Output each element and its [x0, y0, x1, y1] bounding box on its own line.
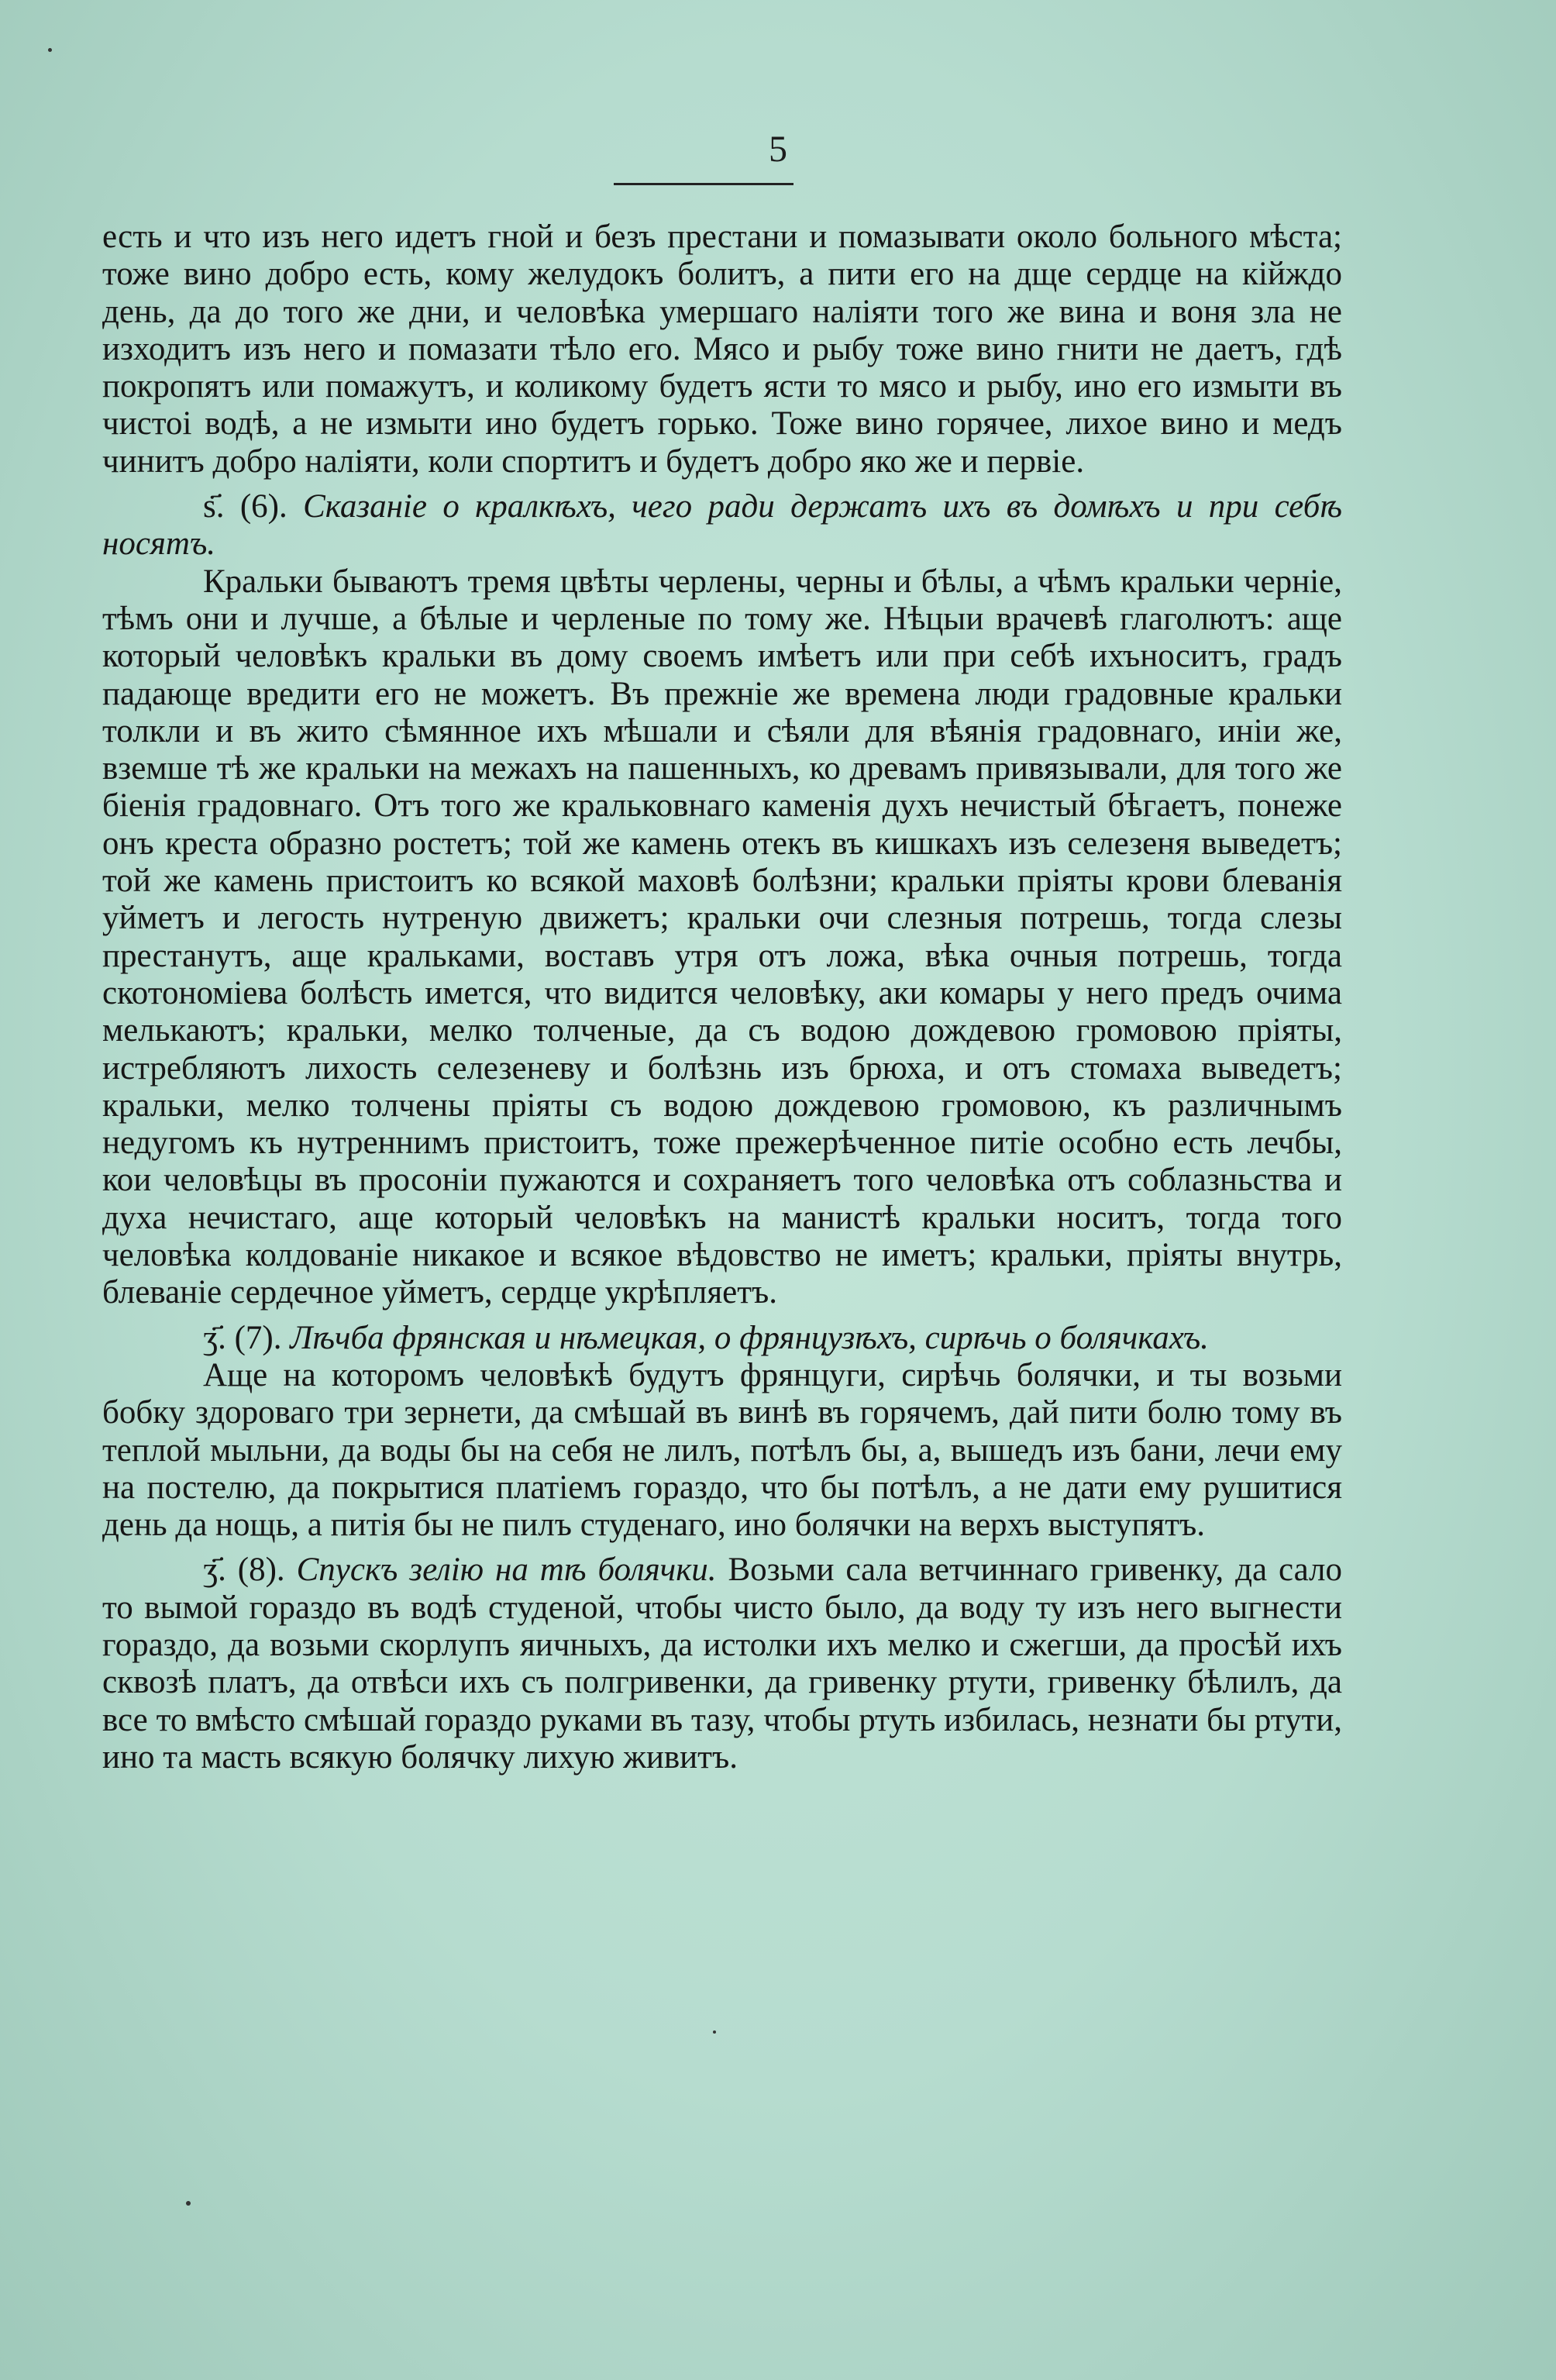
paragraph-continued: есть и что изъ него идетъ гной и безъ престани и помазывати около больного мѣста; тоже вино добро есть, кому желудокъ болитъ, а пити его на дще сердце на кійждо день, да до того же дни, и человѣка умершаго наліяти того же вина и воня зла не изходитъ изъ него и помазати тѣло его. Мясо и рыбу тоже вино гнити не даетъ, гдѣ покропятъ или помажутъ, и коликому будетъ ясти то мясо и рыбу, ино его измыти въ чистоі водѣ, а не измыти ино будетъ горько. Тоже вино горячее, лихое вино и медъ чинитъ добро наліяти, коли спортитъ и будетъ добро яко же и первіе.: [102, 219, 1342, 480]
section-number: ʒ҃. (7).: [203, 1319, 282, 1356]
section-title: Спускъ зелію на тѣ болячки.: [296, 1552, 717, 1589]
section-heading-6: [102, 488, 1342, 563]
speck: [48, 48, 52, 52]
speck: [186, 2201, 191, 2206]
page-number: 5: [769, 129, 787, 170]
speck: [713, 2030, 716, 2034]
section-text: Возьми сала ветчиннаго гривенку, да сало то вымой гораздо въ водѣ студеной, чтобы чисто было, да воду ту изъ него выгнести гораздо, да возьми скорлупъ яичныхъ, да истолки ихъ мелко и сжегши, да просѣй ихъ сквозѣ платъ, да отвѣси ихъ съ полгривенки, да гривенку ртути, гривенку бѣлилъ, да все то вмѣсто смѣшай гораздо руками въ тазу, чтобы ртуть избилась, незнати бы ртути, ино та масть всякую болячку лихую живитъ.: [102, 1552, 1343, 1776]
paragraph: Аще на которомъ человѣкѣ будутъ фрянцуги, сирѣчь болячки, и ты возьми бобку здороваго три зернети, да смѣшай въ винѣ въ горячемъ, дай пити болю тому въ теплой мыльни, да воды бы на себя не лилъ, потѣлъ бы, а, вышедъ изъ бани, лечи ему на постелю, да покрытися платіемъ гораздо, что бы потѣлъ, а не дати ему рушитися день да нощь, а питія бы не пилъ студенаго, ино болячки на верхъ выступятъ.: [102, 1356, 1342, 1544]
paragraph: Кральки бываютъ тремя цвѣты черлены, черны и бѣлы, а чѣмъ кральки черніе, тѣмъ они и лучше, а бѣлые и черленые по тому же. Нѣцыи врачевѣ глаголютъ: аще который человѣкъ кральки въ дому своемъ имѣетъ или при себѣ ихъноситъ, градъ падающе вредити его не можетъ. Въ прежніе же времена люди градовные кральки толкли и въ жито сѣмянное ихъ мѣшали и сѣяли для вѣянія градовнаго, иніи же, вземше тѣ же кральки на межахъ на пашенныхъ, ко древамъ привязывали, для того же біенія градовнаго. Отъ того же кральковнаго каменія духъ нечистый бѣгаетъ, понеже онъ креста образно ростетъ; той же камень отекъ въ кишкахъ изъ селезеня выведетъ; той же камень пристоитъ ко всякой маховѣ болѣзни; кральки пріяты крови блеванія уйметъ и легость нутреную движетъ; кральки очи слезныя потрешь, тогда слезы престанутъ, аще кральками, воставъ утря отъ ложа, вѣка очныя потрешь, тогда скотономіева болѣсть имется, что видится человѣку, аки комары у него предъ очима мелькаютъ; кральки, мелко толченые, да съ водою дождевою громовою пріяты, истребляютъ лихость селезеневу и болѣзнь изъ брюха, и отъ стомаха выведетъ; кральки, мелко толчены пріяты съ водою дождевою громовою, къ различнымъ недугомъ къ нутреннимъ пристоитъ, тоже прежерѣченное питіе особно есть лечбы, кои человѣцы въ просоніи пужаются и сохраняетъ того человѣка отъ соблазньства и духа нечистаго, аще который человѣкъ на манистѣ кральки носитъ, тогда того человѣка колдованіе никакое и всякое вѣдовство не иметъ; кральки, пріяты внутрь, блеваніе сердечное уйметъ, сердце укрѣпляетъ.: [102, 563, 1342, 1311]
document-body: [102, 219, 1342, 1776]
section-number: ӡ҃. (8).: [203, 1552, 285, 1589]
section-heading-8: [102, 1552, 1342, 1776]
section-title: Сказаніе о кралкѣхъ, чего ради держатъ ихъ въ домѣхъ и при себѣ носятъ.: [102, 488, 1342, 563]
page-number-rule: [614, 183, 793, 185]
section-title: Лѣчба фрянская и нѣмецкая, о фрянцузѣхъ, сирѣчь о болячкахъ.: [290, 1319, 1209, 1356]
section-heading-7: [102, 1320, 1342, 1357]
section-number: ѕ҃. (6).: [203, 488, 287, 525]
